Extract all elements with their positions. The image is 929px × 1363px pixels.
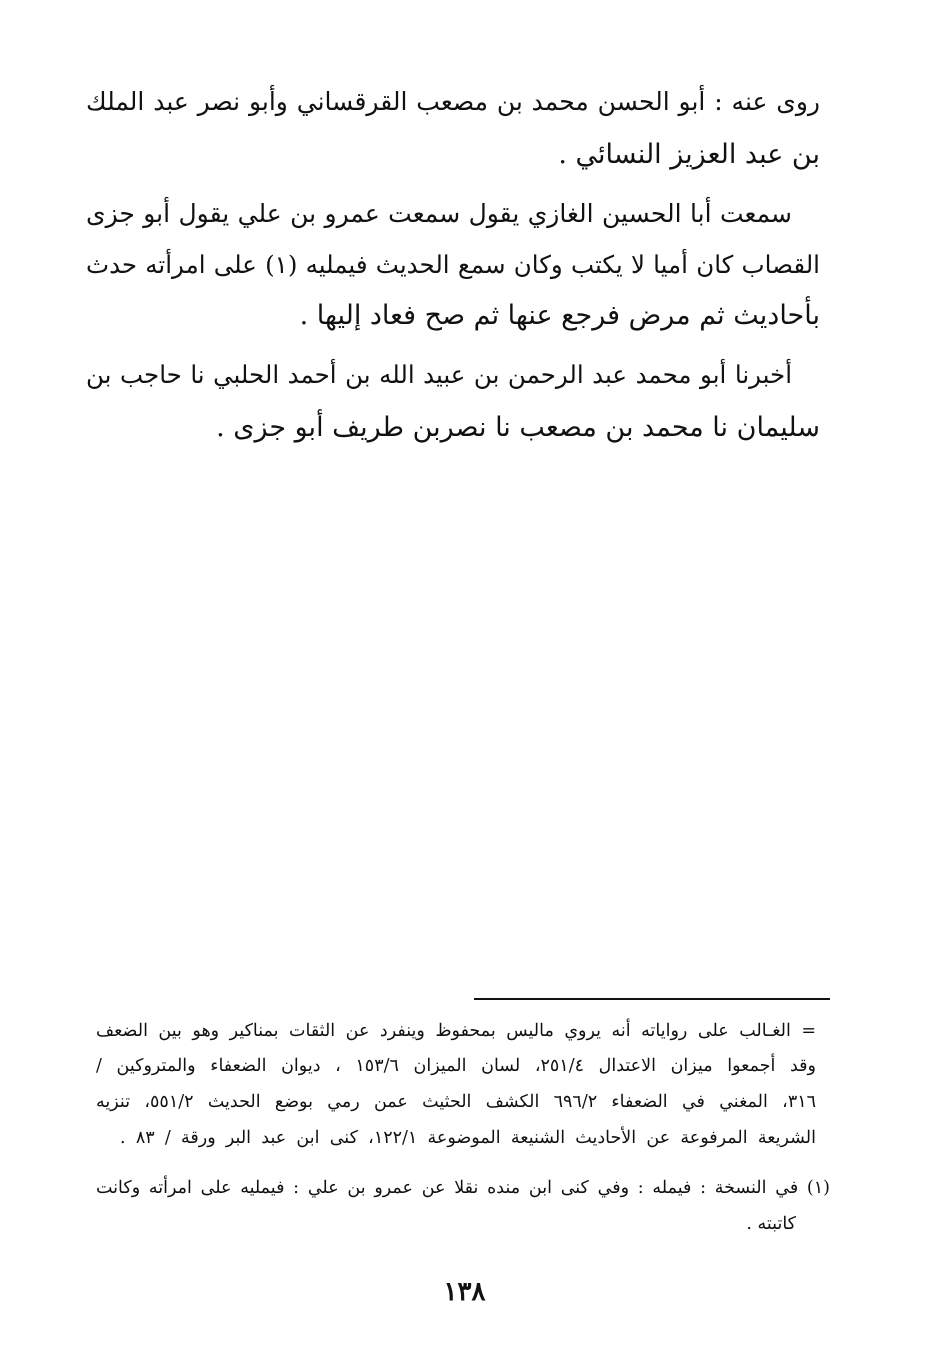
paragraph-2-line-2: القصاب كان أميا لا يكتب وكان سمع الحديث فيمليه (١) على امرأته حدث [86,250,820,279]
paragraph-2-line-3: بأحاديث ثم مرض فرجع عنها ثم صح فعاد إليها . [299,300,820,331]
footnote-1-line-2: كاتبته . [746,1214,796,1234]
paragraph-1-line-1: روى عنه : أبو الحسن محمد بن مصعب القرقساني وأبو نصر عبد الملك [86,87,820,116]
footnote-1-line-1: (١) في النسخة : فيمله : وفي كنى ابن منده نقلا عن عمرو بن علي : فيمليه على امرأته وكانت [96,1178,830,1198]
paragraph-1-line-2: بن عبد العزيز النسائي . [558,139,820,170]
paragraph-3-line-1: أخبرنا أبو محمد عبد الرحمن بن عبيد الله بن أحمد الحلبي نا حاجب بن [86,360,792,389]
paragraph-2-line-1: سمعت أبا الحسين الغازي يقول سمعت عمرو بن علي يقول أبو جزى [86,199,792,228]
paragraph-3-line-2: سليمان نا محمد بن مصعب نا نصربن طريف أبو جزى . [216,412,820,443]
footnote-continued-line-4: الشريعة المرفوعة عن الأحاديث الشنيعة الموضوعة ١٢٢/١، كنى ابن عبد البر ورقة / ٨٣ . [120,1128,816,1148]
footnote-continued-line-1: = الغـالب على رواياته أنه يروي ماليس بمحفوظ وينفرد عن الثقات بمناكير وهو بين الضعف [96,1021,816,1041]
footnote-continued-line-3: ٣١٦، المغني في الضعفاء ٦٩٦/٢ الكشف الحثيث عمن رمي بوضع الحديث ٥٥١/٢، تنزيه [96,1092,817,1112]
page-number: ١٣٨ [443,1277,486,1307]
footnote-continued-line-2: وقد أجمعوا ميزان الاعتدال ٢٥١/٤، لسان الميزان ١٥٣/٦ ، ديوان الضعفاء والمتروكين / [96,1056,816,1076]
footnote-separator [474,998,830,1000]
